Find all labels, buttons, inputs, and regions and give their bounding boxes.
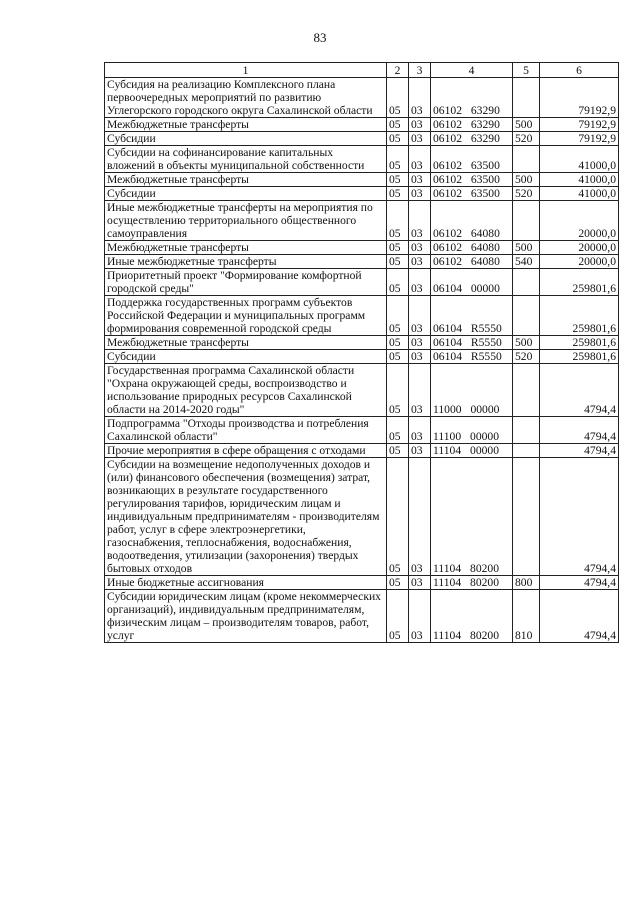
row-section-code: 05 [387,132,409,146]
row-subsection-code: 03 [409,255,431,269]
row-expense-type-code [513,269,540,296]
row-section-code: 05 [387,187,409,201]
row-amount: 41000,0 [540,187,619,201]
row-subsection-code: 03 [409,296,431,336]
row-section-code: 05 [387,296,409,336]
header-row [105,63,619,78]
row-target-article-code: 06104 R5550 [431,296,513,336]
row-subsection-code: 03 [409,187,431,201]
row-expense-type-code: 520 [513,350,540,364]
row-expense-type-code: 500 [513,118,540,132]
row-section-code: 05 [387,336,409,350]
row-section-code: 05 [387,118,409,132]
row-subsection-code: 03 [409,458,431,576]
row-section-code: 05 [387,241,409,255]
row-target-article-code: 06104 R5550 [431,350,513,364]
row-amount: 41000,0 [540,173,619,187]
row-amount: 41000,0 [540,146,619,173]
row-amount: 4794,4 [540,576,619,590]
header-col-2: 2 [387,63,409,78]
row-name: Поддержка государственных программ субъектов Российской Федерации и муниципальных программ формирования современной городской среды [105,296,387,336]
row-name: Субсидии юридическим лицам (кроме некоммерческих организаций), индивидуальным предпринимателям, физическим лицам – производителям товаров, работ, услуг [105,590,387,643]
row-expense-type-code [513,458,540,576]
row-amount: 79192,9 [540,78,619,118]
header-col-3: 3 [409,63,431,78]
row-name: Межбюджетные трансферты [105,118,387,132]
table-row [105,132,619,146]
table-row [105,269,619,296]
row-target-article-code: 06104 00000 [431,269,513,296]
row-expense-type-code [513,364,540,417]
row-amount: 20000,0 [540,241,619,255]
row-section-code: 05 [387,269,409,296]
row-subsection-code: 03 [409,146,431,173]
table-row [105,350,619,364]
table-body [105,78,619,643]
row-section-code: 05 [387,417,409,444]
row-name: Иные межбюджетные трансферты [105,255,387,269]
row-subsection-code: 03 [409,269,431,296]
page-number: 83 [313,30,327,45]
row-subsection-code: 03 [409,78,431,118]
row-subsection-code: 03 [409,590,431,643]
table-row [105,336,619,350]
row-name: Субсидия на реализацию Комплексного плана первоочередных мероприятий по развитию Углегорского городского округа Сахалинской области [105,78,387,118]
row-amount: 4794,4 [540,444,619,458]
row-section-code: 05 [387,350,409,364]
row-expense-type-code [513,417,540,444]
row-name: Иные межбюджетные трансферты на мероприятия по осуществлению территориального общественного самоуправления [105,201,387,241]
row-expense-type-code: 810 [513,590,540,643]
table-row [105,590,619,643]
row-amount: 79192,9 [540,118,619,132]
row-target-article-code: 06102 63500 [431,187,513,201]
row-expense-type-code: 540 [513,255,540,269]
table-row [105,201,619,241]
row-expense-type-code: 500 [513,241,540,255]
row-amount: 20000,0 [540,255,619,269]
row-amount: 259801,6 [540,350,619,364]
row-section-code: 05 [387,444,409,458]
row-name: Прочие мероприятия в сфере обращения с отходами [105,444,387,458]
table-row [105,364,619,417]
header-col-1: 1 [105,63,387,78]
header-col-5: 5 [513,63,540,78]
row-name: Субсидии [105,132,387,146]
table-row [105,78,619,118]
row-target-article-code: 06102 63500 [431,146,513,173]
row-expense-type-code: 500 [513,173,540,187]
row-subsection-code: 03 [409,336,431,350]
table-row [105,187,619,201]
table-row [105,417,619,444]
row-section-code: 05 [387,576,409,590]
table-row [105,576,619,590]
row-subsection-code: 03 [409,576,431,590]
row-amount: 4794,4 [540,458,619,576]
row-amount: 20000,0 [540,201,619,241]
row-name: Межбюджетные трансферты [105,336,387,350]
row-expense-type-code [513,444,540,458]
row-subsection-code: 03 [409,350,431,364]
row-target-article-code: 11104 80200 [431,590,513,643]
row-expense-type-code [513,296,540,336]
table-row [105,444,619,458]
row-section-code: 05 [387,78,409,118]
table-row [105,241,619,255]
row-target-article-code: 11104 80200 [431,458,513,576]
row-subsection-code: 03 [409,201,431,241]
row-section-code: 05 [387,364,409,417]
table-row [105,146,619,173]
row-expense-type-code [513,146,540,173]
row-name: Иные бюджетные ассигнования [105,576,387,590]
row-expense-type-code [513,78,540,118]
row-subsection-code: 03 [409,364,431,417]
row-expense-type-code: 800 [513,576,540,590]
row-expense-type-code: 520 [513,187,540,201]
row-amount: 79192,9 [540,132,619,146]
row-target-article-code: 06102 63290 [431,78,513,118]
table-header [105,63,619,78]
row-amount: 259801,6 [540,336,619,350]
budget-table [104,62,619,643]
row-section-code: 05 [387,173,409,187]
row-subsection-code: 03 [409,241,431,255]
row-name: Приоритетный проект "Формирование комфортной городской среды" [105,269,387,296]
table-row [105,458,619,576]
header-col-6: 6 [540,63,619,78]
row-section-code: 05 [387,146,409,173]
row-target-article-code: 06102 63290 [431,132,513,146]
row-name: Субсидии [105,187,387,201]
row-name: Субсидии [105,350,387,364]
row-target-article-code: 06102 64080 [431,241,513,255]
table-row [105,173,619,187]
row-amount: 4794,4 [540,417,619,444]
row-section-code: 05 [387,458,409,576]
row-section-code: 05 [387,255,409,269]
row-name: Межбюджетные трансферты [105,173,387,187]
row-target-article-code: 11104 80200 [431,576,513,590]
row-name: Государственная программа Сахалинской области "Охрана окружающей среды, воспроизводство и использование природных ресурсов Сахалинской области на 2014-2020 годы" [105,364,387,417]
row-section-code: 05 [387,201,409,241]
row-target-article-code: 06102 63290 [431,118,513,132]
row-section-code: 05 [387,590,409,643]
table-row [105,255,619,269]
row-subsection-code: 03 [409,132,431,146]
row-target-article-code: 11000 00000 [431,364,513,417]
header-col-4: 4 [431,63,513,78]
row-target-article-code: 06104 R5550 [431,336,513,350]
table-row [105,118,619,132]
row-target-article-code: 06102 64080 [431,255,513,269]
row-target-article-code: 06102 63500 [431,173,513,187]
row-amount: 259801,6 [540,269,619,296]
row-expense-type-code: 500 [513,336,540,350]
row-subsection-code: 03 [409,417,431,444]
row-name: Подпрограмма "Отходы производства и потребления Сахалинской области" [105,417,387,444]
row-expense-type-code [513,201,540,241]
row-name: Субсидии на возмещение недополученных доходов и (или) финансового обеспечения (возмещения) затрат, возникающих в результате государственного регулирования тарифов, юридическим лицам и индивидуальным предпринимателям - производителям работ, услуг в сфере электроэнергетики, газоснабжения, теплоснабжения, водоснабжения, водоотведения, утилизации (захоронения) твердых бытовых отходов [105,458,387,576]
row-amount: 4794,4 [540,364,619,417]
table-row [105,296,619,336]
row-target-article-code: 11104 00000 [431,444,513,458]
row-name: Межбюджетные трансферты [105,241,387,255]
row-name: Субсидии на софинансирование капитальных вложений в объекты муниципальной собственности [105,146,387,173]
row-target-article-code: 11100 00000 [431,417,513,444]
row-amount: 259801,6 [540,296,619,336]
row-subsection-code: 03 [409,118,431,132]
row-subsection-code: 03 [409,173,431,187]
row-amount: 4794,4 [540,590,619,643]
row-expense-type-code: 520 [513,132,540,146]
row-subsection-code: 03 [409,444,431,458]
row-target-article-code: 06102 64080 [431,201,513,241]
